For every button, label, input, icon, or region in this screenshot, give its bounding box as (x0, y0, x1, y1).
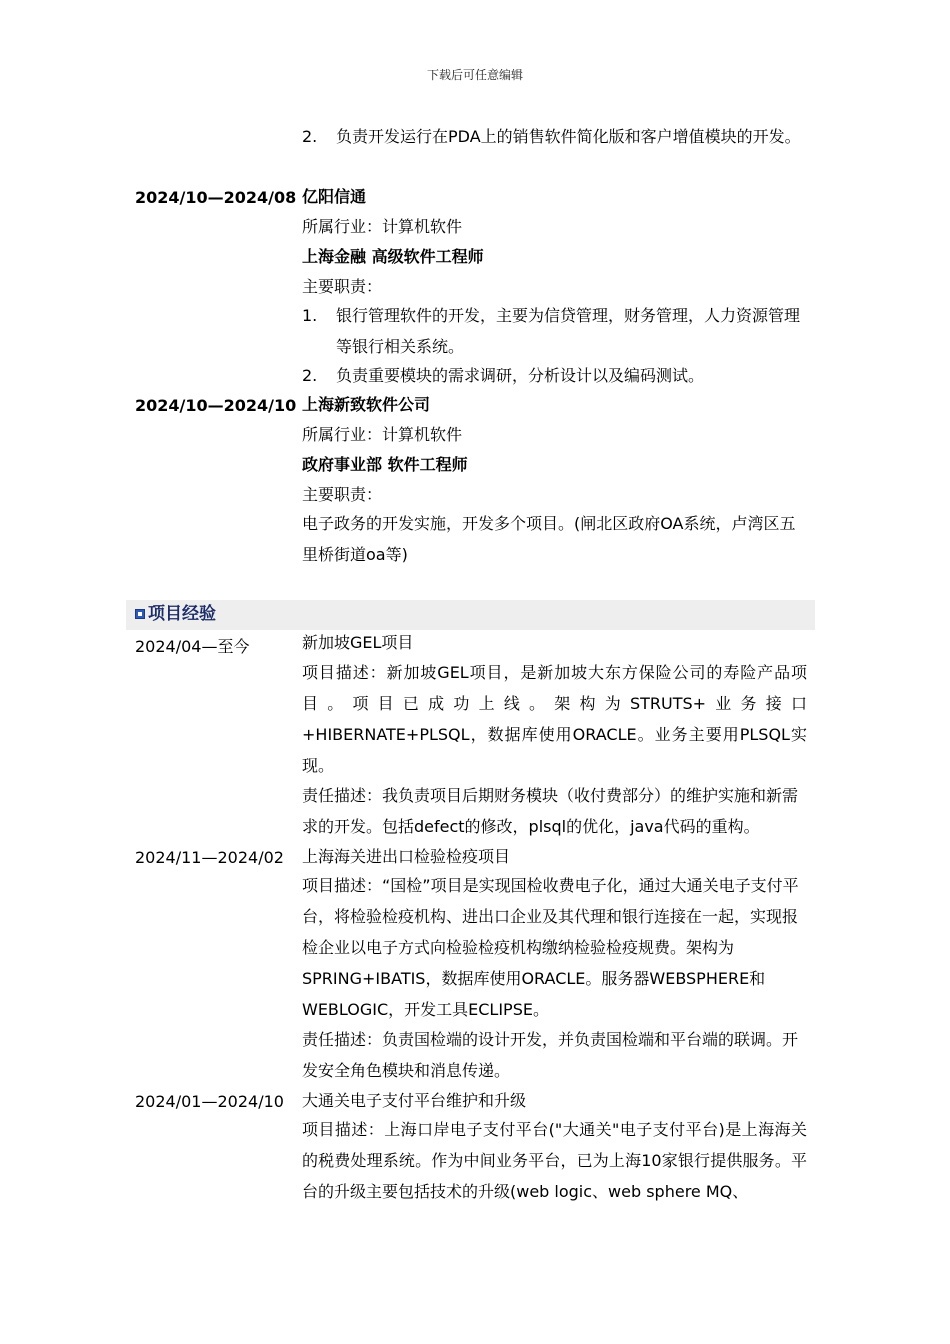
industry: 所属行业：计算机软件 (302, 425, 463, 444)
duty-text: 负责重要模块的需求调研，分析设计以及编码测试。 (336, 366, 705, 385)
duties-label: 主要职责： (302, 485, 383, 504)
project-responsibility: 责任描述：我负责项目后期财务模块（收付费部分）的维护实施和新需求的开发。包括defect的修改，plsql的优化，java代码的重构。 (302, 786, 799, 836)
company-name: 亿阳信通 (302, 187, 367, 206)
duty-number: 1. (302, 306, 318, 325)
project-description: 项目描述：“国检”项目是实现国检收费电子化，通过大通关电子支付平台，将检验检疫机构、进出口企业及其代理和银行连接在一起，实现报检企业以电子方式向检验检疫机构缴纳检验检疫规费。架构为SPRING+IBATIS，数据库使用ORACLE。服务器WEBSPHERE和WEBLOGIC，开发工具ECLIPSE。 (302, 876, 799, 1019)
company-name: 上海新致软件公司 (302, 395, 431, 414)
duty-number: 2. (302, 127, 318, 146)
duty-text: 银行管理软件的开发，主要为信贷管理，财务管理，人力资源管理等银行相关系统。 (336, 306, 801, 356)
industry: 所属行业：计算机软件 (302, 217, 463, 236)
duties-text: 电子政务的开发实施，开发多个项目。(闸北区政府OA系统，卢湾区五里桥街道oa等) (302, 514, 796, 564)
section-bullet-icon (135, 609, 145, 619)
job-date: 2024/10—2024/10 (135, 396, 297, 415)
project-date: 2024/11—2024/02 (135, 848, 284, 867)
project-name: 上海海关进出口检验检疫项目 (302, 847, 511, 866)
project-description: 项目描述：新加坡GEL项目，是新加坡大东方保险公司的寿险产品项目。项目已成功上线。架构为STRUTS+业务接口+HIBERNATE+PLSQL，数据库使用ORACLE。业务主要用PLSQL实现。 (302, 663, 807, 775)
duty-number: 2. (302, 366, 318, 385)
project-name: 新加坡GEL项目 (302, 633, 414, 652)
job-date: 2024/10—2024/08 (135, 188, 297, 207)
position: 上海金融 高级软件工程师 (302, 247, 484, 266)
section-header-projects (126, 600, 815, 630)
project-responsibility: 责任描述：负责国检端的设计开发，并负责国检端和平台端的联调。开发安全角色模块和消息传递。 (302, 1030, 799, 1080)
project-date: 2024/01—2024/10 (135, 1092, 284, 1111)
header-note: 下载后可任意编辑 (426, 68, 523, 82)
duty-text: 负责开发运行在PDA上的销售软件简化版和客户增值模块的开发。 (336, 127, 801, 146)
section-title: 项目经验 (148, 604, 216, 624)
project-name: 大通关电子支付平台维护和升级 (302, 1091, 527, 1110)
position: 政府事业部 软件工程师 (302, 455, 468, 474)
duties-label: 主要职责： (302, 277, 383, 296)
project-date: 2024/04—至今 (135, 637, 250, 656)
project-description: 项目描述：上海口岸电子支付平台("大通关"电子支付平台)是上海海关的税费处理系统。作为中间业务平台，已为上海10家银行提供服务。平台的升级主要包括技术的升级(web logic、web sphere MQ、 (302, 1120, 807, 1201)
